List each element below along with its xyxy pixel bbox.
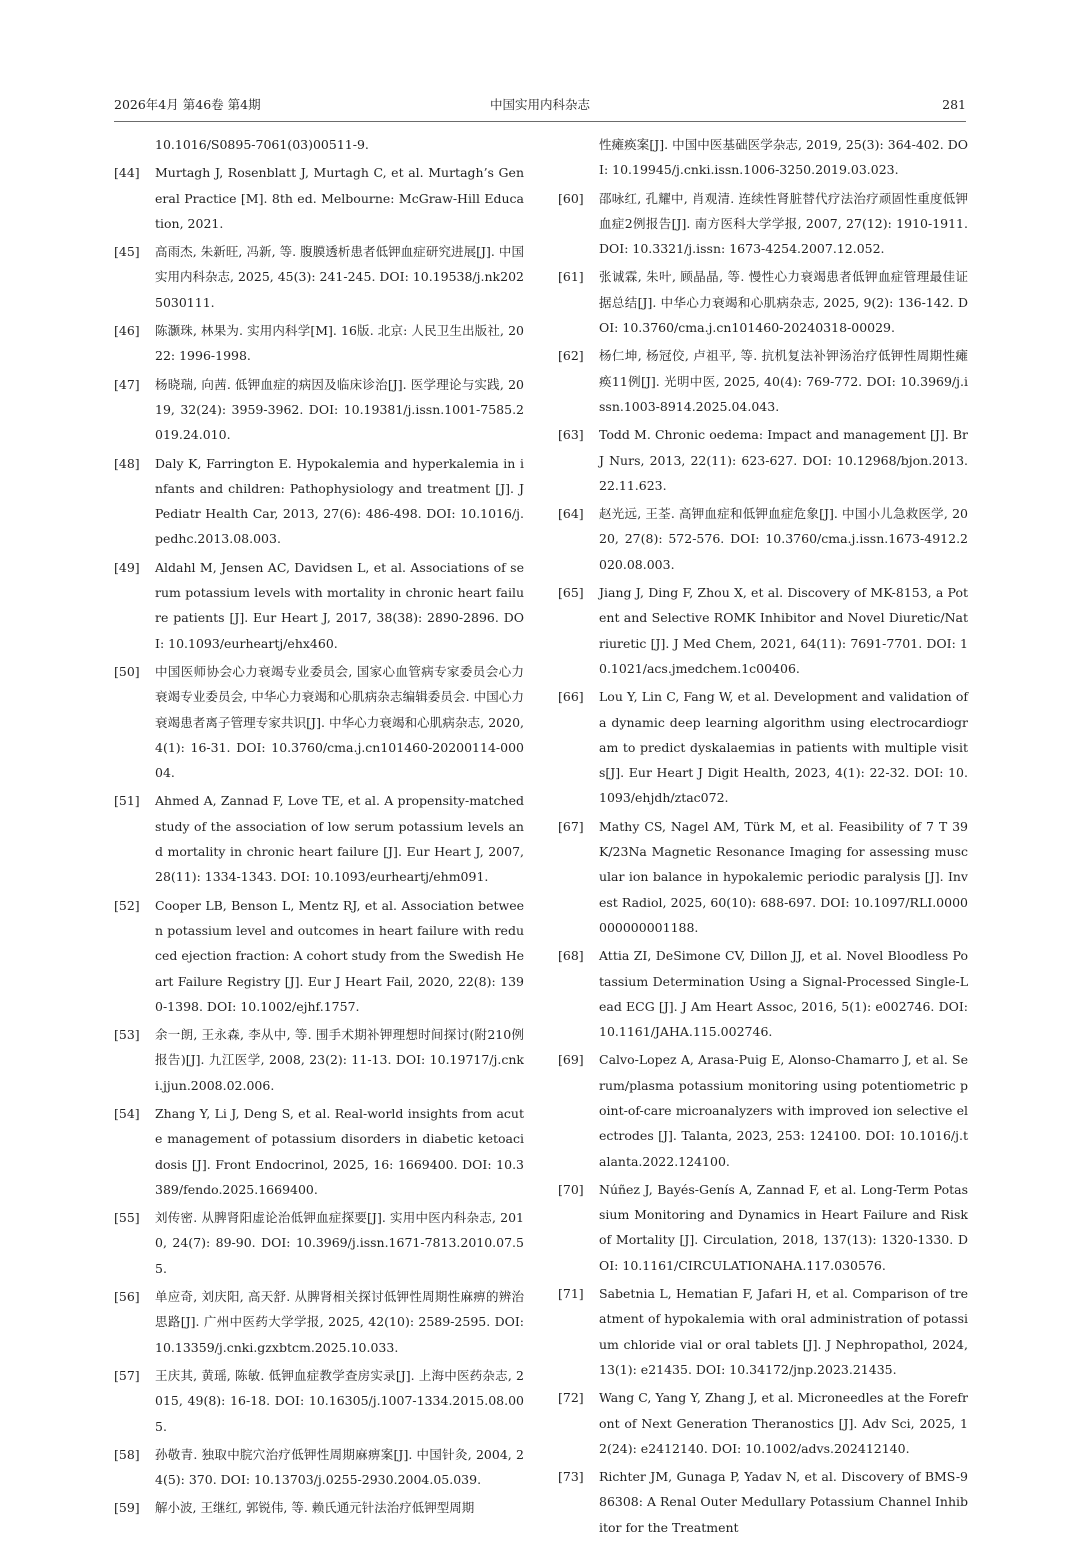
reference-number: [49] — [114, 559, 140, 575]
reference-number: [45] — [114, 244, 140, 260]
reference-number: [44] — [114, 165, 140, 181]
reference-entry — [114, 1101, 524, 1202]
reference-text: 王庆其, 黄瑶, 陈敏. 低钾血症教学查房实录[J]. 上海中医药杂志, 2015, 49(8): 16-18. DOI: 10.16305/j.1007-1334.2015.08.005. — [155, 1367, 524, 1434]
reference-number: [70] — [558, 1181, 584, 1197]
reference-number: [60] — [558, 190, 584, 206]
reference-continuation — [114, 132, 524, 157]
reference-text: Wang C, Yang Y, Zhang J, et al. Microneedles at the Forefront of Next Generation Theranostics [J]. Adv Sci, 2025, 12(24): e2412140. DOI: 10.1002/advs.202412140. — [599, 1390, 968, 1456]
reference-text: Núñez J, Bayés-Genís A, Zannad F, et al. Long-Term Potassium Monitoring and Dynamics in Heart Failure and Risk of Mortality [J]. Circulation, 2018, 137(13): 1320-1330. DOI: 10.1161/CIRCULATIONAHA.117.030576. — [599, 1181, 968, 1273]
reference-number: [66] — [558, 689, 584, 705]
reference-number: [61] — [558, 269, 584, 285]
reference-entry — [558, 814, 968, 940]
reference-text: Todd M. Chronic oedema: Impact and management [J]. Br J Nurs, 2013, 22(11): 623-627. DOI: 10.12968/bjon.2013.22.11.623. — [599, 427, 968, 493]
reference-entry — [558, 264, 968, 340]
reference-entry — [558, 684, 968, 810]
reference-text: 杨晓瑞, 向茜. 低钾血症的病因及临床诊治[J]. 医学理论与实践, 2019, 32(24): 3959-3962. DOI: 10.19381/j.issn.1001-7585.2019.24.010. — [155, 376, 524, 443]
reference-text: 刘传密. 从脾肾阳虚论治低钾血症探要[J]. 实用中医内科杂志, 2010, 24(7): 89-90. DOI: 10.3969/j.issn.1671-7813.2010.07.55. — [155, 1210, 524, 1276]
reference-number: [62] — [558, 348, 584, 364]
reference-number: [52] — [114, 897, 140, 913]
running-header — [114, 97, 966, 122]
reference-number: [73] — [558, 1469, 584, 1485]
reference-text: 中国医师协会心力衰竭专业委员会, 国家心血管病专家委员会心力衰竭专业委员会, 中华心力衰竭和心肌病杂志编辑委员会. 中国心力衰竭患者离子管理专家共识[J]. 中华心力衰竭和心肌病杂志, 2020, 4(1): 16-31. DOI: 10.3760/cma.j.cn101460-20200114-00004. — [155, 663, 524, 781]
reference-number: [63] — [558, 427, 584, 443]
reference-number: [58] — [114, 1446, 140, 1462]
reference-number: [72] — [558, 1390, 584, 1406]
reference-entry — [114, 1022, 524, 1098]
reference-text: 单应奇, 刘庆阳, 高天舒. 从脾肾相关探讨低钾性周期性麻痹的辨治思路[J]. 广州中医药大学学报, 2025, 42(10): 2589-2595. DOI: 10.13359/j.cnki.gzxbtcm.2025.10.033. — [155, 1289, 524, 1355]
reference-text: Attia ZI, DeSimone CV, Dillon JJ, et al. Novel Bloodless Potassium Determination Using a Signal-Processed Single-Lead ECG [J]. J Am Heart Assoc, 2016, 5(1): e002746. DOI: 10.1161/JAHA.115.002746. — [599, 948, 968, 1040]
reference-entry — [114, 318, 524, 369]
reference-entry — [114, 372, 524, 448]
reference-number: [46] — [114, 323, 140, 339]
reference-entry — [114, 1442, 524, 1493]
reference-number: [54] — [114, 1105, 140, 1121]
reference-text: Jiang J, Ding F, Zhou X, et al. Discovery of MK-8153, a Potent and Selective ROMK Inhibitor and Novel Diuretic/Natriuretic [J]. J Med Chem, 2021, 64(11): 7691-7701. DOI: 10.1021/acs.jmedchem.1c00406. — [599, 585, 968, 676]
reference-text: Cooper LB, Benson L, Mentz RJ, et al. Association between potassium level and outcomes in heart failure with reduced ejection fraction: A cohort study from the Swedish Heart Failure Registry [J]. Eur J Heart Fail, 2020, 22(8): 1390-1398. DOI: 10.1002/ejhf.1757. — [155, 897, 524, 1014]
reference-entry — [114, 160, 524, 236]
reference-entry — [558, 343, 968, 419]
reference-number: [65] — [558, 585, 584, 601]
reference-text: 解小波, 王继红, 郭锐伟, 等. 赖氏通元针法治疗低钾型周期 — [155, 1500, 475, 1516]
reference-text: 性瘫痪案[J]. 中国中医基础医学杂志, 2019, 25(3): 364-402. DOI: 10.19945/j.cnki.issn.1006-3250.2019.03.023. — [599, 137, 968, 178]
issue-info: 2026年4月 第46卷 第4期 — [114, 97, 261, 112]
reference-number: [68] — [558, 948, 584, 964]
reference-number: [51] — [114, 793, 140, 809]
reference-text: Mathy CS, Nagel AM, Türk M, et al. Feasibility of 7 T 39K/23Na Magnetic Resonance Imaging for assessing muscular ion balance in hypokalemic periodic paralysis [J]. Invest Radiol, 2025, 60(10): 688-697. DOI: 10.1097/RLI.0000000000001188. — [599, 818, 968, 935]
reference-text: Murtagh J, Rosenblatt J, Murtagh C, et al. Murtagh’s General Practice [M]. 8th ed. Melbourne: McGraw-Hill Education, 2021. — [155, 165, 524, 231]
reference-number: [50] — [114, 663, 140, 679]
reference-text: 陈灏珠, 林果为. 实用内科学[M]. 16版. 北京: 人民卫生出版社, 2022: 1996-1998. — [155, 323, 524, 364]
reference-entry — [558, 580, 968, 681]
reference-entry — [114, 1284, 524, 1360]
reference-number: [67] — [558, 818, 584, 834]
reference-entry — [114, 1205, 524, 1281]
reference-text: Aldahl M, Jensen AC, Davidsen L, et al. Associations of serum potassium levels with mortality in chronic heart failure patients [J]. Eur Heart J, 2017, 38(38): 2890-2896. DOI: 10.1093/eurheartj/ehx460. — [155, 559, 524, 651]
reference-text: 邵咏红, 孔耀中, 肖观清. 连续性肾脏替代疗法治疗顽固性重度低钾血症2例报告[J]. 南方医科大学学报, 2007, 27(12): 1910-1911. DOI: 10.3321/j.issn: 1673-4254.2007.12.052. — [599, 190, 968, 257]
reference-number: [64] — [558, 506, 584, 522]
reference-number: [47] — [114, 376, 140, 392]
reference-entry — [114, 1495, 524, 1520]
reference-entry — [558, 422, 968, 498]
reference-entry — [114, 239, 524, 315]
reference-number: [69] — [558, 1052, 584, 1068]
right-reference-column — [558, 132, 968, 1543]
reference-entry — [558, 1281, 968, 1382]
left-reference-column — [114, 132, 524, 1524]
reference-text: Richter JM, Gunaga P, Yadav N, et al. Discovery of BMS-986308: A Renal Outer Medullary Potassium Channel Inhibitor for the Treatment — [599, 1469, 968, 1535]
reference-text: Daly K, Farrington E. Hypokalemia and hyperkalemia in infants and children: Pathophysiology and treatment [J]. J Pediatr Health Car, 2013, 27(6): 486-498. DOI: 10.1016/j.pedhc.2013.08.003. — [155, 455, 524, 547]
reference-entry — [114, 788, 524, 889]
reference-text: Calvo-Lopez A, Arasa-Puig E, Alonso-Chamarro J, et al. Serum/plasma potassium monitoring using potentiometric point-of-care microanalyzers with improved ion selective electrodes [J]. Talanta, 2023, 253: 124100. DOI: 10.1016/j.talanta.2022.124100. — [599, 1052, 968, 1169]
reference-entry — [558, 943, 968, 1044]
reference-entry — [558, 186, 968, 262]
reference-text: 赵光远, 王荃. 高钾血症和低钾血症危象[J]. 中国小儿急救医学, 2020, 27(8): 572-576. DOI: 10.3760/cma.j.issn.1673-4912.2020.08.003. — [599, 506, 968, 572]
reference-entry — [558, 501, 968, 577]
reference-text: 余一朗, 王永森, 李从中, 等. 围手术期补钾理想时间探讨(附210例报告)[J]. 九江医学, 2008, 23(2): 11-13. DOI: 10.19717/j.cnki.jjun.2008.02.006. — [155, 1027, 524, 1093]
reference-number: [71] — [558, 1286, 584, 1302]
reference-entry — [114, 659, 524, 785]
reference-entry — [114, 893, 524, 1019]
reference-entry — [558, 1177, 968, 1278]
reference-number: [56] — [114, 1289, 140, 1305]
reference-text: 孙敬青. 独取中脘穴治疗低钾性周期麻痹案[J]. 中国针灸, 2004, 24(5): 370. DOI: 10.13703/j.0255-2930.2004.05.039. — [155, 1446, 524, 1488]
reference-entry — [558, 1385, 968, 1461]
reference-entry — [558, 1047, 968, 1173]
reference-entry — [558, 1464, 968, 1540]
reference-text: 高雨杰, 朱新旺, 冯新, 等. 腹膜透析患者低钾血症研究进展[J]. 中国实用内科杂志, 2025, 45(3): 241-245. DOI: 10.19538/j.nk2025030111. — [155, 244, 524, 310]
reference-text: Ahmed A, Zannad F, Love TE, et al. A propensity-matched study of the association of low serum potassium levels and mortality in chronic heart failure [J]. Eur Heart J, 2007, 28(11): 1334-1343. DOI: 10.1093/eurheartj/ehm091. — [155, 793, 524, 885]
reference-entry — [114, 555, 524, 656]
reference-number: [57] — [114, 1367, 140, 1383]
reference-number: [53] — [114, 1027, 140, 1043]
page-number: 281 — [942, 97, 966, 112]
journal-title: 中国实用内科杂志 — [489, 97, 590, 112]
reference-text: Zhang Y, Li J, Deng S, et al. Real-world insights from acute management of potassium disorders in diabetic ketoacidosis [J]. Front Endocrinol, 2025, 16: 1669400. DOI: 10.3389/fendo.2025.1669400. — [155, 1105, 524, 1197]
reference-text: Lou Y, Lin C, Fang W, et al. Development and validation of a dynamic deep learning algorithm using electrocardiogram to predict dyskalaemias in patients with multiple visits[J]. Eur Heart J Digit Health, 2023, 4(1): 22-32. DOI: 10.1093/ehjdh/ztac072. — [599, 689, 968, 806]
reference-text: 张诚霖, 朱叶, 顾晶晶, 等. 慢性心力衰竭患者低钾血症管理最佳证据总结[J]. 中华心力衰竭和心肌病杂志, 2025, 9(2): 136-142. DOI: 10.3760/cma.j.cn101460-20240318-00029. — [599, 269, 968, 336]
reference-text: 杨仁坤, 杨冠佼, 卢祖平, 等. 抗机复法补钾汤治疗低钾性周期性瘫痪11例[J]. 光明中医, 2025, 40(4): 769-772. DOI: 10.3969/j.issn.1003-8914.2025.04.043. — [599, 348, 968, 414]
reference-entry — [114, 1363, 524, 1439]
reference-entry — [114, 451, 524, 552]
reference-continuation — [558, 132, 968, 183]
reference-number: [55] — [114, 1210, 140, 1226]
reference-number: [59] — [114, 1500, 140, 1516]
reference-text: 10.1016/S0895-7061(03)00511-9. — [155, 137, 369, 152]
reference-number: [48] — [114, 455, 140, 471]
reference-text: Sabetnia L, Hematian F, Jafari H, et al. Comparison of treatment of hypokalemia with oral administration of potassium chloride vial or oral tablets [J]. J Nephropathol, 2024, 13(1): e21435. DOI: 10.34172/jnp.2023.21435. — [599, 1286, 968, 1377]
